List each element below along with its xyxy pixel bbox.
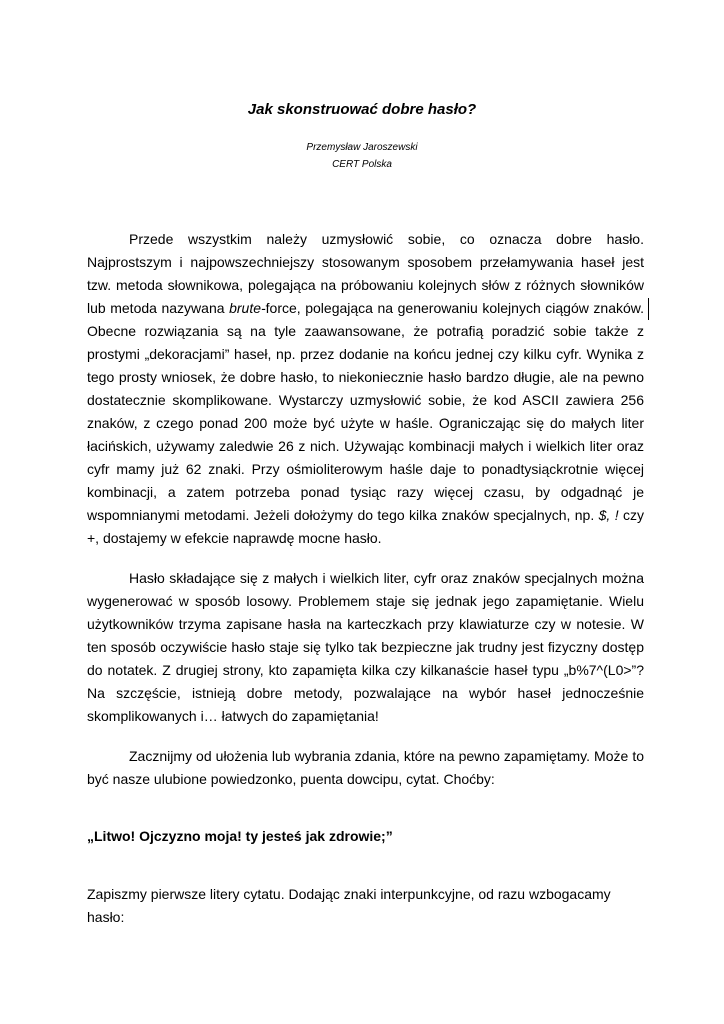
paragraph-3: Zacznijmy od ułożenia lub wybrania zdania, które na pewno zapamiętamy. Może to być nasze ulubione powiedzonko, puenta dowcipu, cytat. Choćby: — [87, 748, 644, 787]
quote-paragraph: „Litwo! Ojczyzno moja! ty jesteś jak zdrowie;” — [87, 828, 393, 844]
paragraph-1 — [87, 228, 644, 550]
organization-name: CERT Polska — [332, 159, 392, 170]
paragraph-1-text-b: force, polegająca na generowaniu kolejnych ciągów znaków. Obecne rozwiązania są na tyle zaawansowane, że potrafią poradzić sobie także z prostymi „dekoracjami” haseł, np. przez dodanie na końcu jednej czy kilku cyfr. Wynika z tego prosty wniosek, że dobre hasło, to niekoniecznie hasło bardzo długie, ale na pewno dostatecznie skomplikowane. Wystarczy uzmysłowić sobie, że kod ASCII zawiera 256 znaków, z czego ponad 200 może być użyte w haśle. Ograniczając się do małych liter łacińskich, używamy zaledwie 26 z nich. Używając kombinacji małych i wielkich liter oraz cyfr mamy już 62 znaki. Przy ośmioliterowym haśle daje to ponadtysiąckrotnie więcej kombinacji, a zatem potrzeba ponad tysiąc razy więcej czasu, by odgadnąć je wspomnianymi metodami. Jeżeli dołożymy do tego kilka znaków specjalnych, np. — [87, 300, 645, 523]
paragraph-4: Zapiszmy pierwsze litery cytatu. Dodając znaki interpunkcyjne, od razu wzbogacamy hasło: — [87, 886, 611, 925]
paragraph-1-italic-special-chars: $, ! — [598, 507, 619, 523]
document-body — [87, 228, 644, 929]
revision-change-bar — [648, 298, 649, 320]
paragraph-1-italic-brute: brute- — [229, 300, 266, 316]
paragraph-1-text-a: Przede wszystkim należy uzmysłowić sobie, co oznacza dobre hasło. Najprostszym i najpowszechniejszy stosowanym sposobem przełamywania haseł jest tzw. metoda słownikowa, polegająca na próbowaniu kolejnych słów z różnych słowników lub metoda nazywana — [87, 231, 644, 316]
author-name: Przemysław Jaroszewski — [306, 142, 418, 153]
document-title: Jak skonstruować dobre hasło? — [247, 101, 477, 118]
paragraph-1-text-c: czy +, dostajemy w efekcie naprawdę mocne hasło. — [87, 507, 644, 546]
paragraph-2: Hasło składające się z małych i wielkich liter, cyfr oraz znaków specjalnych można wygenerować w sposób losowy. Problemem staje się jednak jego zapamiętanie. Wielu użytkowników trzyma zapisane hasła na karteczkach przy klawiaturze czy w notesie. W ten sposób oczywiście hasło staje się tylko tak bezpieczne jak trudny jest fizyczny dostęp do notatek. Z drugiej strony, kto zapamięta kilka czy kilkanaście haseł typu „b%7^(L0>”? Na szczęście, istnieją dobre metody, pozwalające na wybór haseł jednocześnie skomplikowanych i… łatwych do zapamiętania! — [87, 570, 644, 724]
